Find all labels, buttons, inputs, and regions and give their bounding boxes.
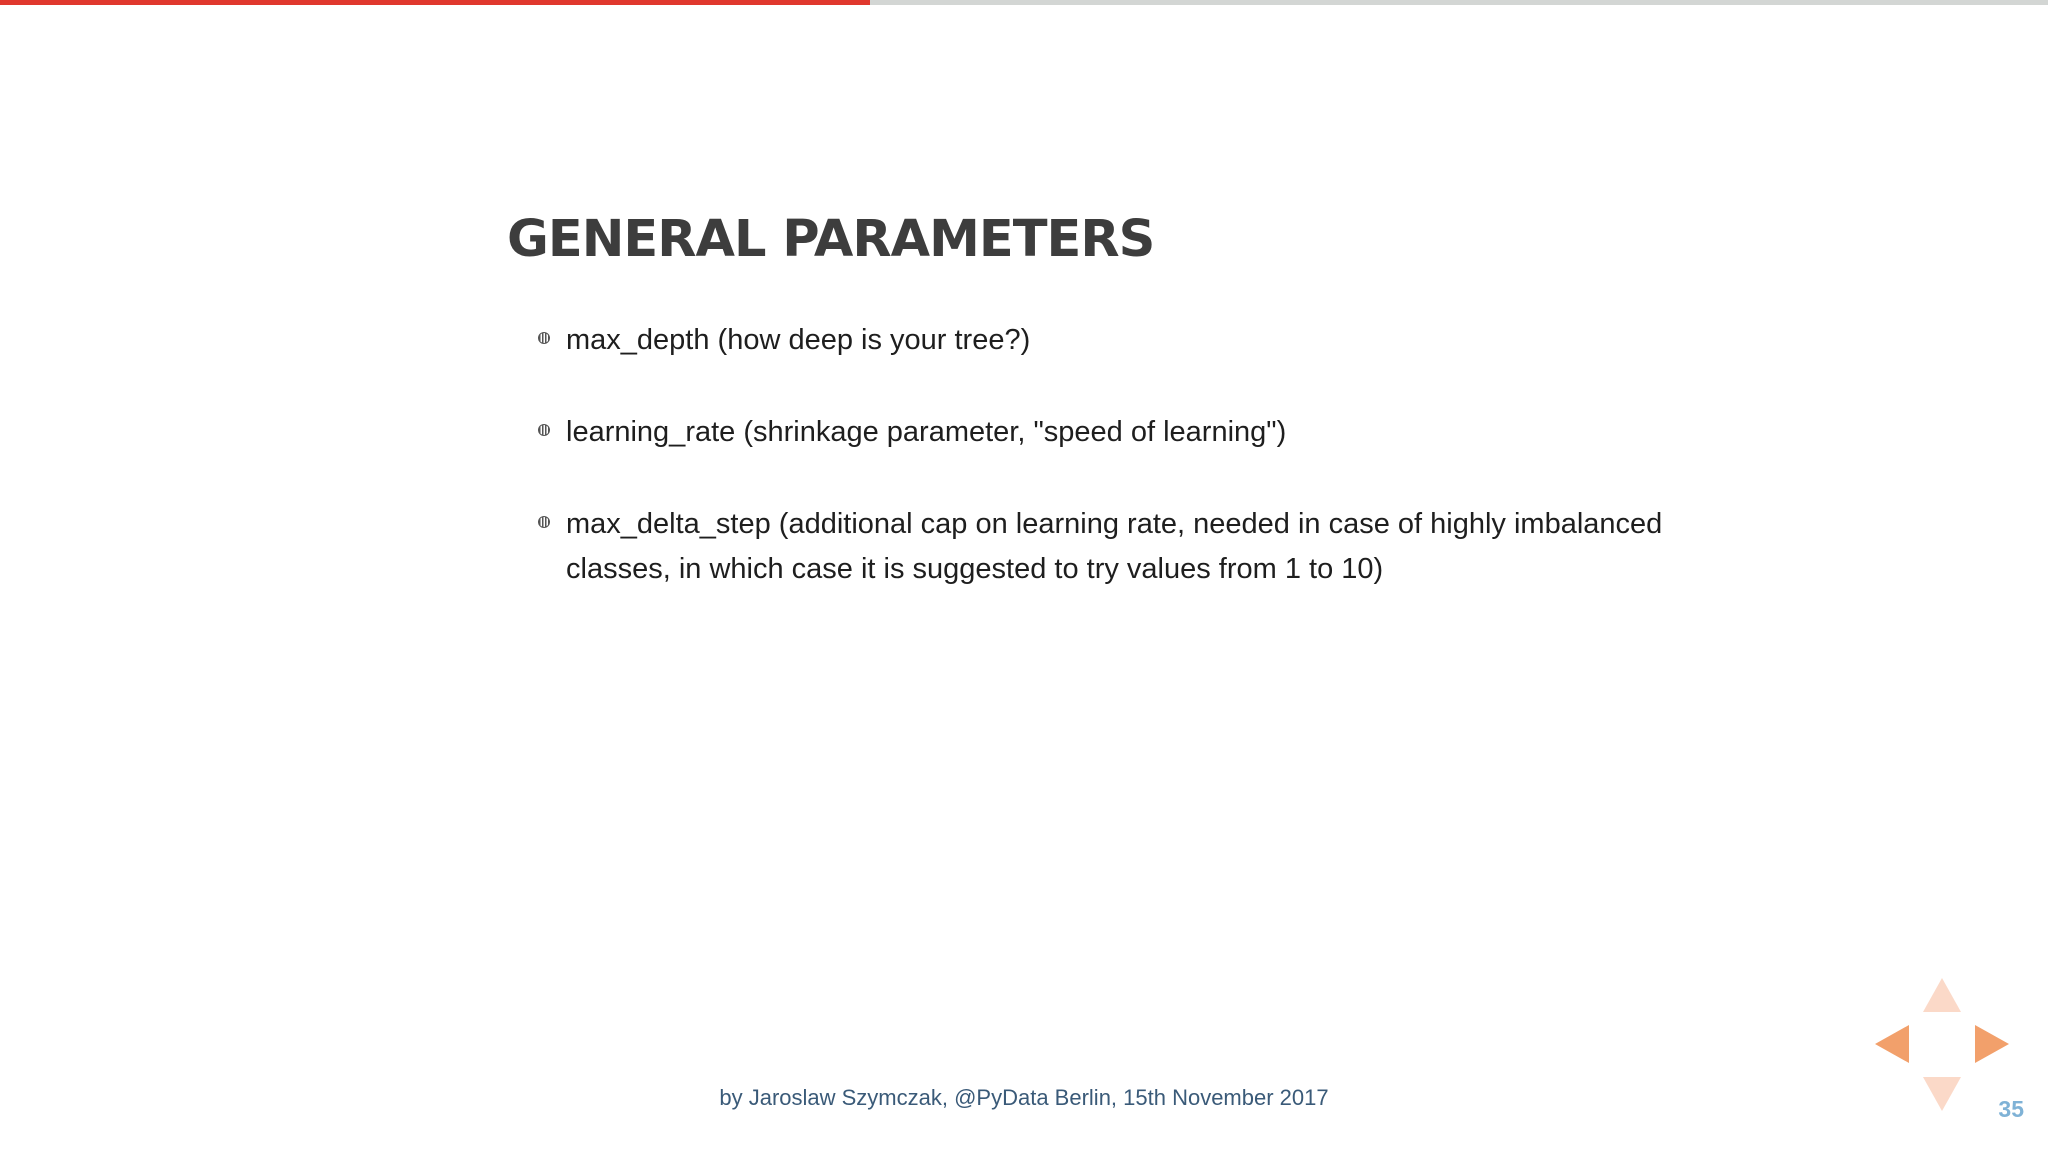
slide-title: GENERAL PARAMETERS	[507, 210, 1155, 269]
list-item	[538, 410, 1688, 455]
triangle-left-icon[interactable]	[1875, 1025, 1909, 1063]
triangle-right-icon[interactable]	[1975, 1025, 2009, 1063]
triangle-up-icon[interactable]	[1923, 978, 1961, 1012]
bullet-icon	[538, 516, 550, 528]
bullet-list	[538, 318, 1688, 639]
bullet-text: learning_rate (shrinkage parameter, "speed of learning")	[566, 416, 1287, 448]
list-item	[538, 502, 1688, 592]
slide-footer: by Jaroslaw Szymczak, @PyData Berlin, 15th November 2017	[719, 1085, 1329, 1110]
list-item	[538, 318, 1688, 363]
bullet-text: max_depth (how deep is your tree?)	[566, 324, 1031, 356]
bullet-text: max_delta_step (additional cap on learning rate, needed in case of highly imbalanced classes, in which case it is suggested to try values from 1 to 10)	[566, 508, 1663, 585]
slide-number: 35	[1998, 1096, 2024, 1122]
progress-bar-fill	[0, 0, 870, 5]
bullet-icon	[538, 332, 550, 344]
triangle-down-icon[interactable]	[1923, 1077, 1961, 1111]
bullet-icon	[538, 424, 550, 436]
progress-bar	[0, 0, 2048, 5]
